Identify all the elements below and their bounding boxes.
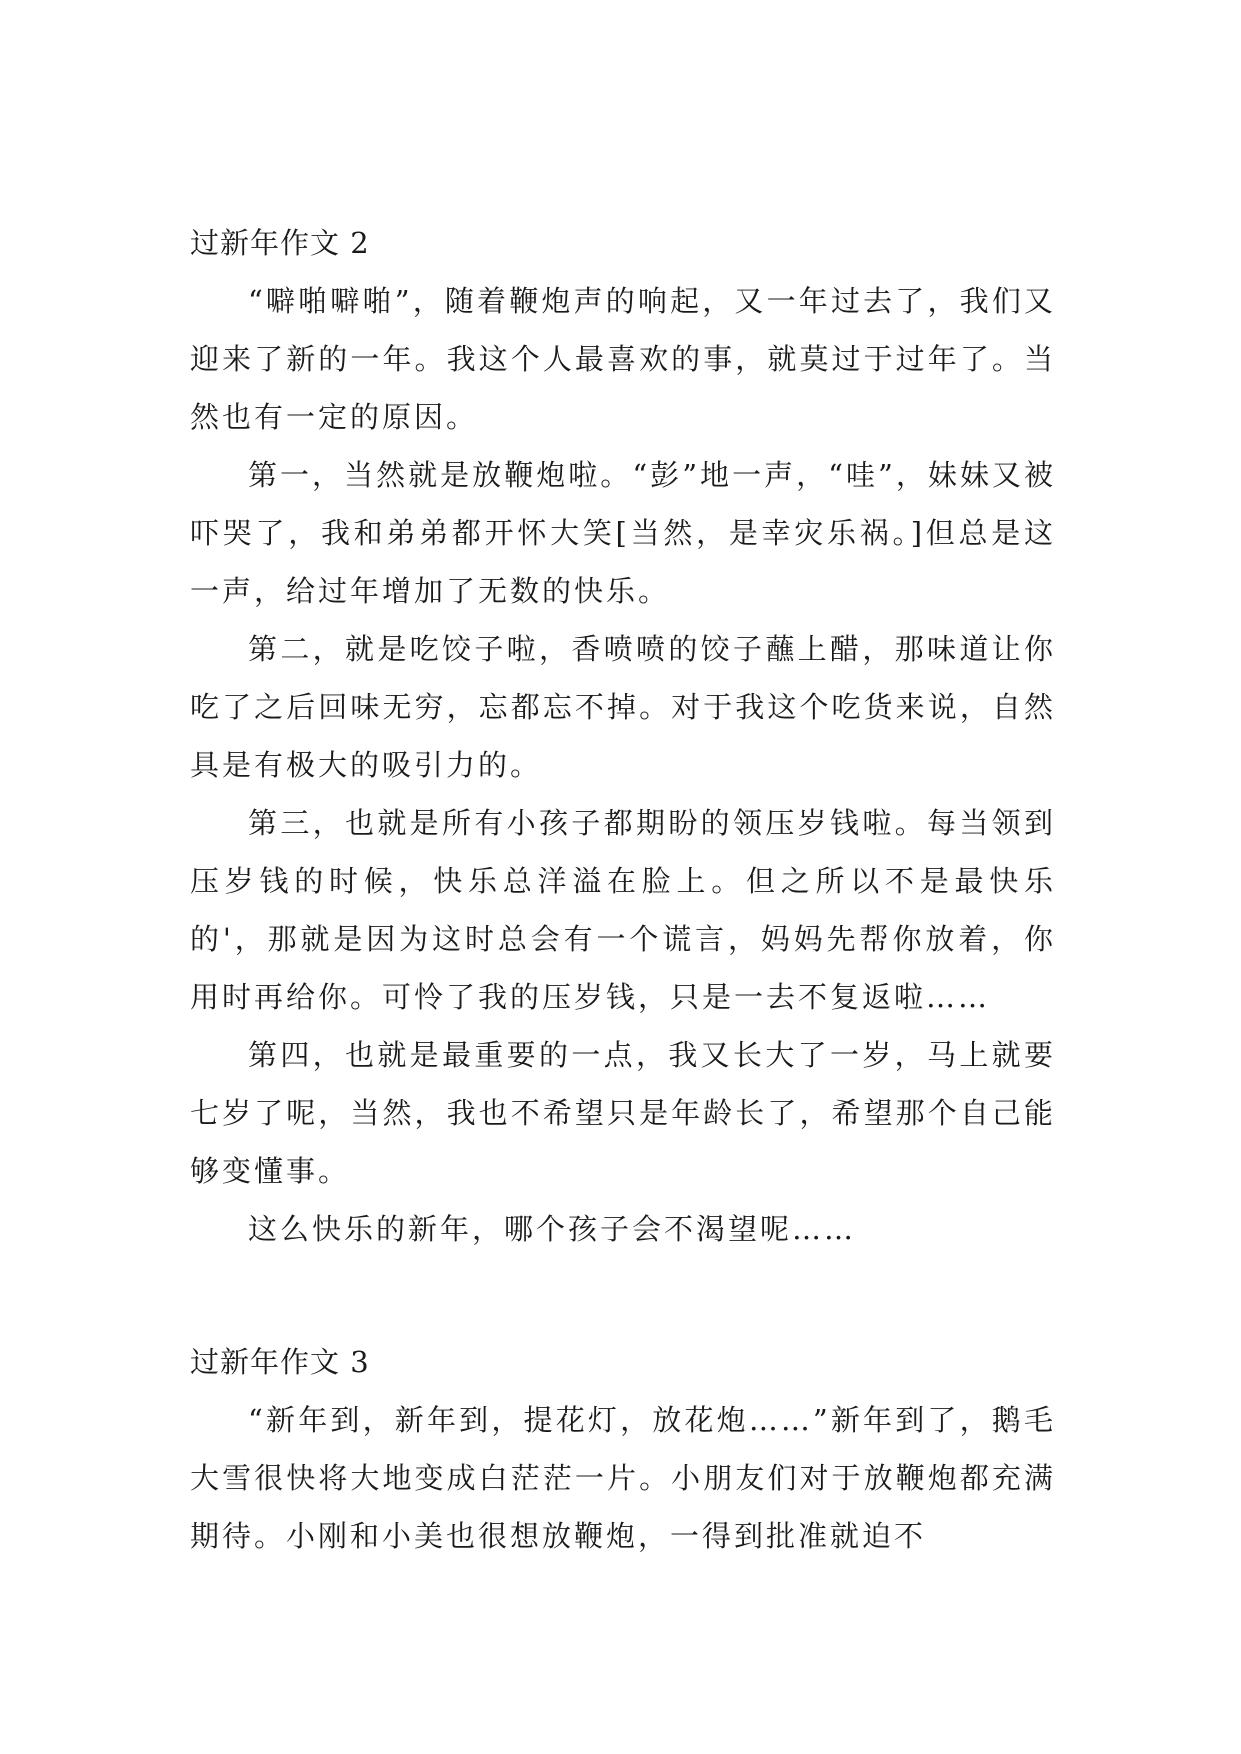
- essay-title: 过新年作文 3: [190, 1345, 370, 1379]
- essay-paragraph: 第二，就是吃饺子啦，香喷喷的饺子蘸上醋，那味道让你吃了之后回味无穷，忘都忘不掉。对于我这个吃货来说，自然具是有极大的吸引力的。: [190, 632, 1056, 782]
- essay-section-2: [190, 214, 1056, 1258]
- essay-paragraph: 第四，也就是最重要的一点，我又长大了一岁，马上就要七岁了呢，当然，我也不希望只是年龄长了，希望那个自己能够变懂事。: [190, 1038, 1056, 1188]
- essay-paragraph: “新年到，新年到，提花灯，放花炮……”新年到了，鹅毛大雪很快将大地变成白茫茫一片。小朋友们对于放鞭炮都充满期待。小刚和小美也很想放鞭炮，一得到批准就迫不: [190, 1403, 1056, 1553]
- essay-paragraph: “噼啪噼啪”，随着鞭炮声的响起，又一年过去了，我们又迎来了新的一年。我这个人最喜欢的事，就莫过于过年了。当然也有一定的原因。: [190, 284, 1056, 434]
- essay-paragraph: 这么快乐的新年，哪个孩子会不渴望呢……: [248, 1212, 857, 1246]
- essay-paragraph: 第一，当然就是放鞭炮啦。“彭”地一声，“哇”，妹妹又被吓哭了，我和弟弟都开怀大笑[当然，是幸灾乐祸。]但总是这一声，给过年增加了无数的快乐。: [190, 458, 1056, 608]
- essay-title: 过新年作文 2: [190, 226, 370, 260]
- essay-paragraph: 第三，也就是所有小孩子都期盼的领压岁钱啦。每当领到压岁钱的时候，快乐总洋溢在脸上。但之所以不是最快乐的'，那就是因为这时总会有一个谎言，妈妈先帮你放着，你用时再给你。可怜了我的压岁钱，只是一去不复返啦……: [190, 806, 1056, 1014]
- essay-section-3: [190, 1333, 1056, 1565]
